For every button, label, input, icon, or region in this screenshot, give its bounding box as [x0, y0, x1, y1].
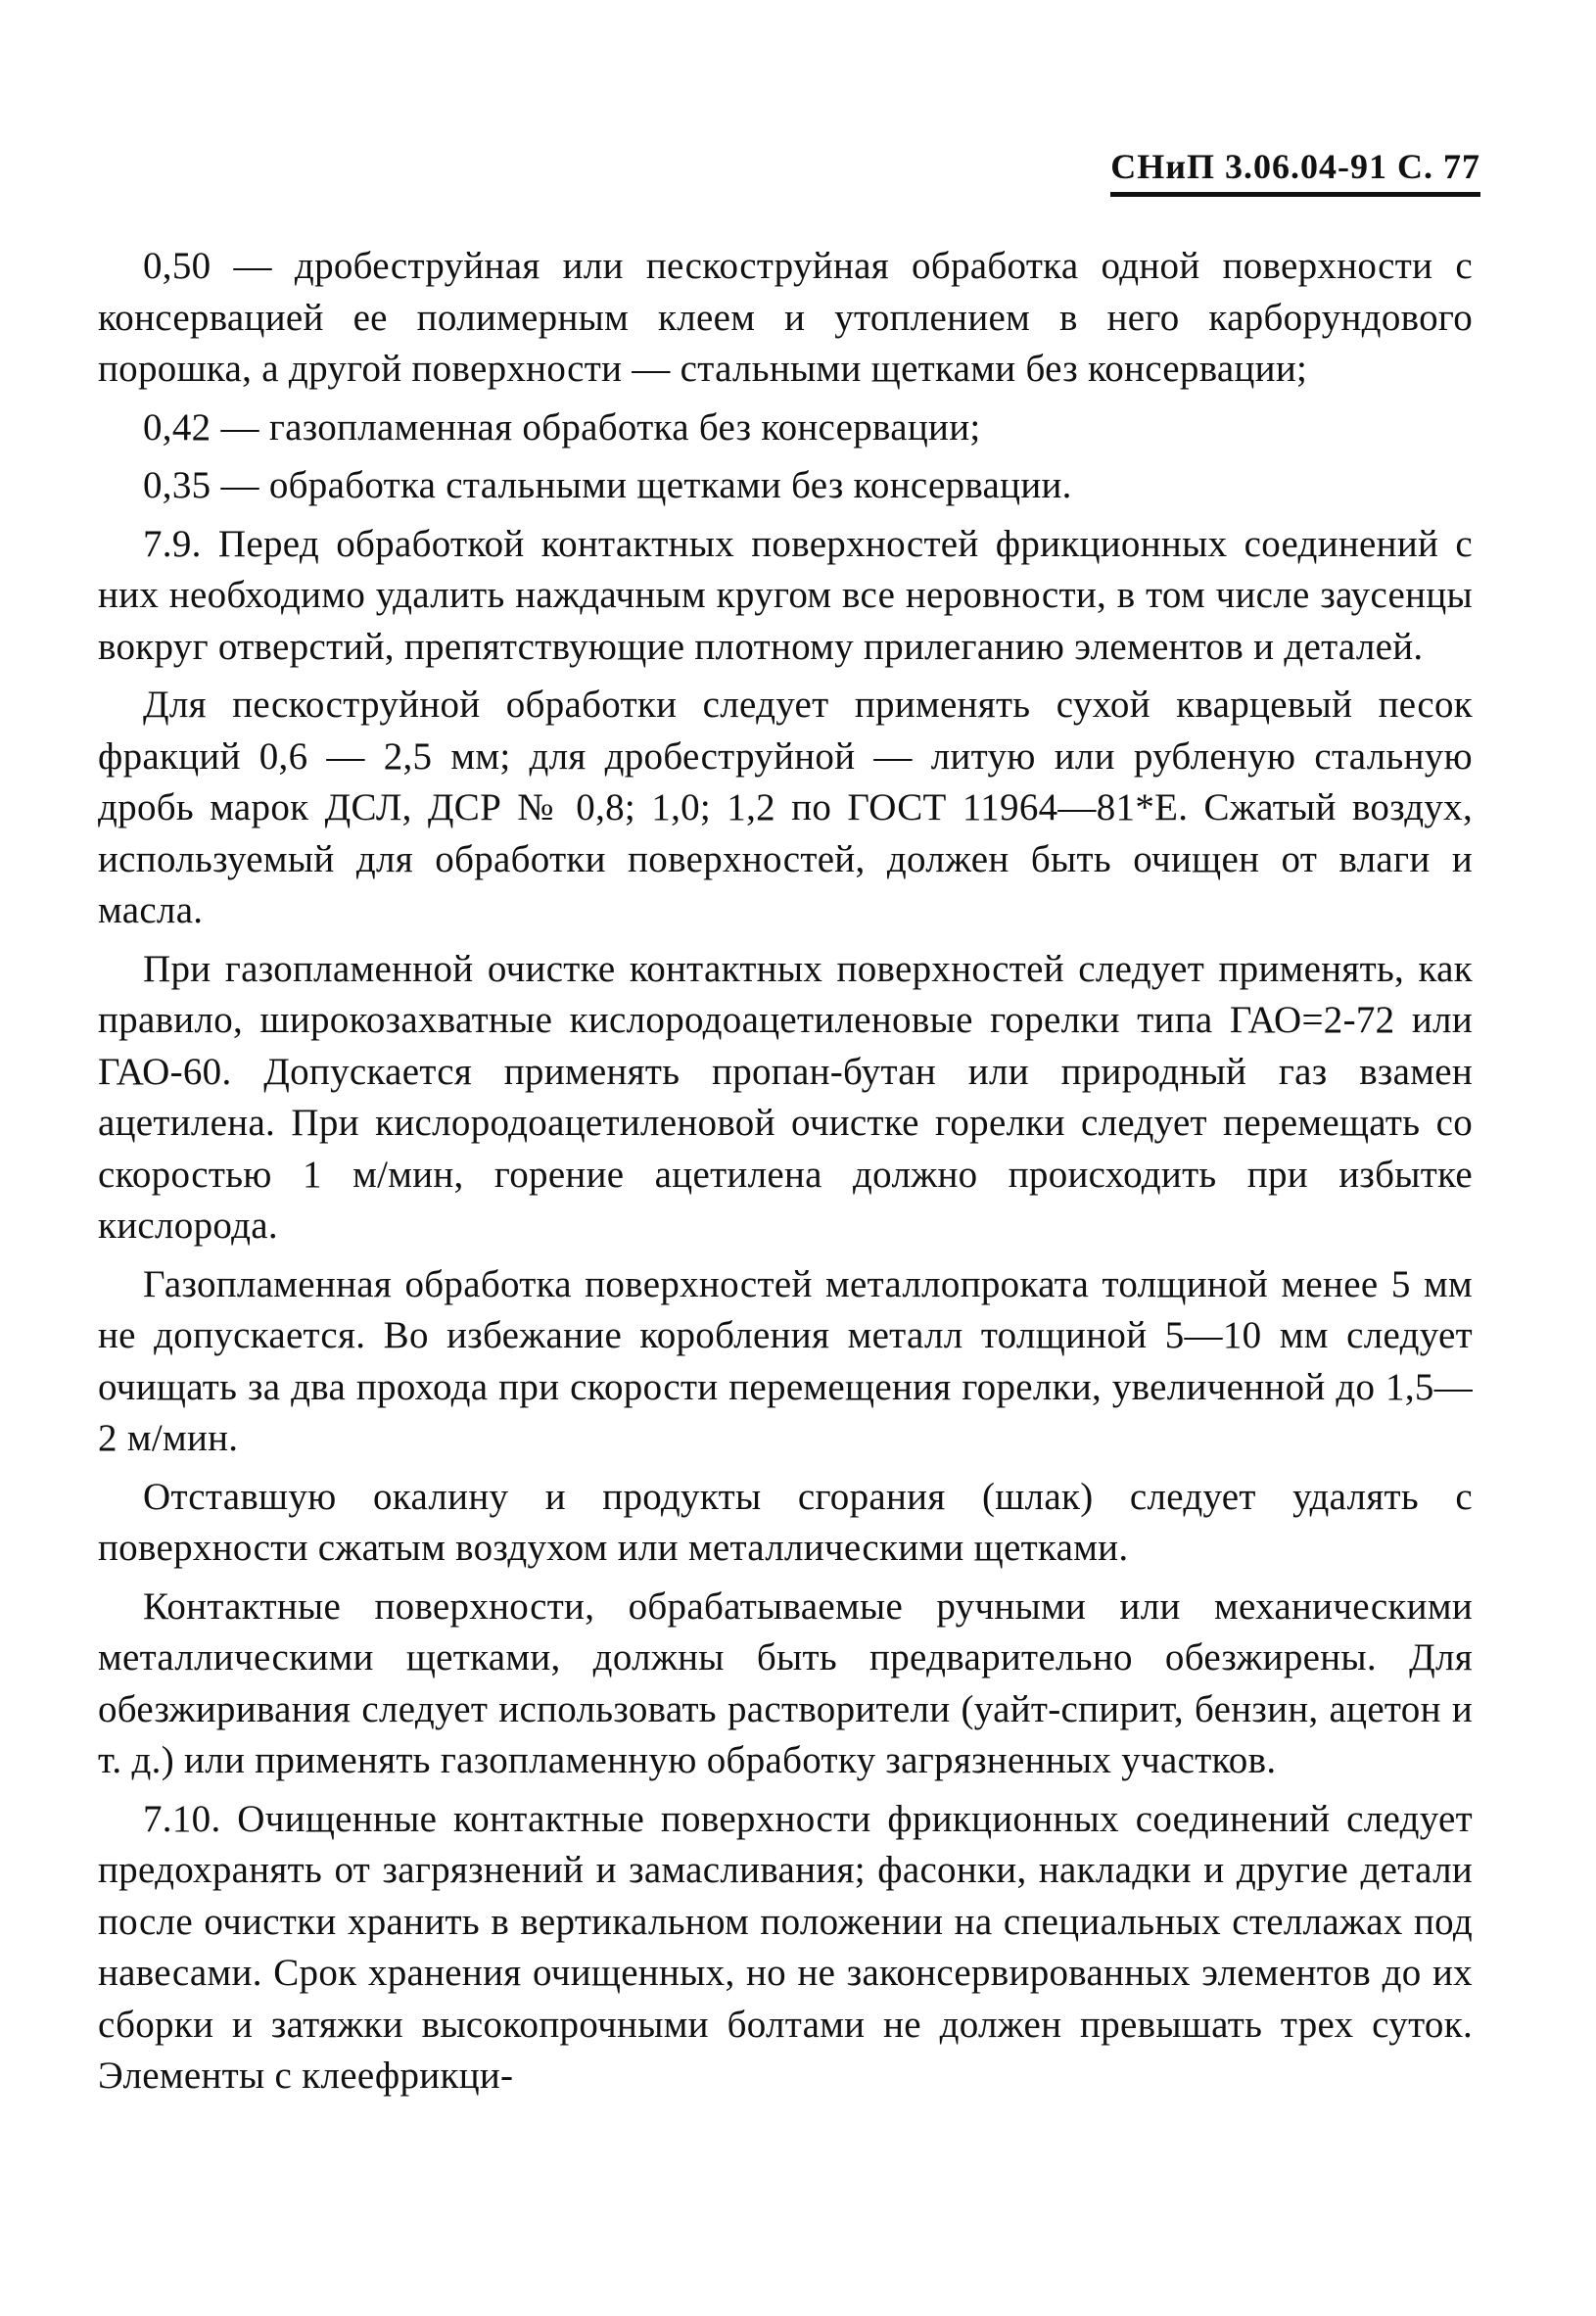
paragraph-item-0-35: 0,35 — обработка стальными щетками без консервации. [143, 464, 1072, 506]
paragraph-item-0-50: 0,50 — дробеструйная или пескоструйная обработка одной поверхности с консервацией ее полимерным клеем и утоплением в него карборундового порошка, а другой поверхности — стальными щетками без консервации; [98, 245, 1473, 390]
paragraph-sandblasting: Для пескоструйной обработки следует применять сухой кварцевый песок фракций 0,6 — 2,5 мм; для дробеструйной — литую или рубленую стальную дробь марок ДСЛ, ДСР № 0,8; 1,0; 1,2 по ГОСТ 11964—81*Е. Сжатый воздух, используемый для обработки поверхностей, должен быть очищен от влаги и масла. [98, 684, 1473, 931]
paragraph-scale-removal: Отставшую окалину и продукты сгорания (шлак) следует удалять с поверхности сжатым воздухом или металлическими щетками. [98, 1475, 1473, 1569]
running-header [1110, 149, 1480, 197]
paragraph-flame-cleaning: При газопламенной очистке контактных поверхностей следует применять, как правило, широкозахватные кислородоацетиленовые горелки типа ГАО=2-72 или ГАО-60. Допускается применять пропан-бутан или природный газ взамен ацетилена. При кислородоацетиленовой очистке горелки следует перемещать со скоростью 1 м/мин, горение ацетилена должно происходить при избытке кислорода. [98, 947, 1473, 1247]
paragraph-item-0-42: 0,42 — газопламенная обработка без консервации; [143, 405, 981, 449]
paragraph-clause-7-9: 7.9. Перед обработкой контактных поверхностей фрикционных соединений с них необходимо удалить наждачным кругом все неровности, в том числе заусенцы вокруг отверстий, препятствующие плотному прилеганию элементов и деталей. [98, 522, 1473, 668]
paragraph-clause-7-10: 7.10. Очищенные контактные поверхности фрикционных соединений следует предохранять от загрязнений и замасливания; фасонки, накладки и другие детали после очистки хранить в вертикальном положении на специальных стеллажах под навесами. Срок хранения очищенных, но не законсервированных элементов до их сборки и затяжки высокопрочными болтами не должен превышать трех суток. Элементы с клеефрикци- [98, 1797, 1473, 2097]
header-rule [1110, 192, 1480, 197]
body-text [98, 241, 1473, 2109]
running-title: СНиП 3.06.04-91 С. 77 [1110, 147, 1480, 186]
paragraph-flame-thickness: Газопламенная обработка поверхностей металлопроката толщиной менее 5 мм не допускается. Во избежание коробления металл толщиной 5—10 мм следует очищать за два прохода при скорости перемещения горелки, увеличенной до 1,5—2 м/мин. [98, 1262, 1473, 1459]
paragraph-degreasing: Контактные поверхности, обрабатываемые ручными или механическими металлическими щетками, должны быть предварительно обезжирены. Для обезжиривания следует использовать растворители (уайт-спирит, бензин, ацетон и т. д.) или применять газопламенную обработку загрязненных участков. [98, 1584, 1473, 1781]
